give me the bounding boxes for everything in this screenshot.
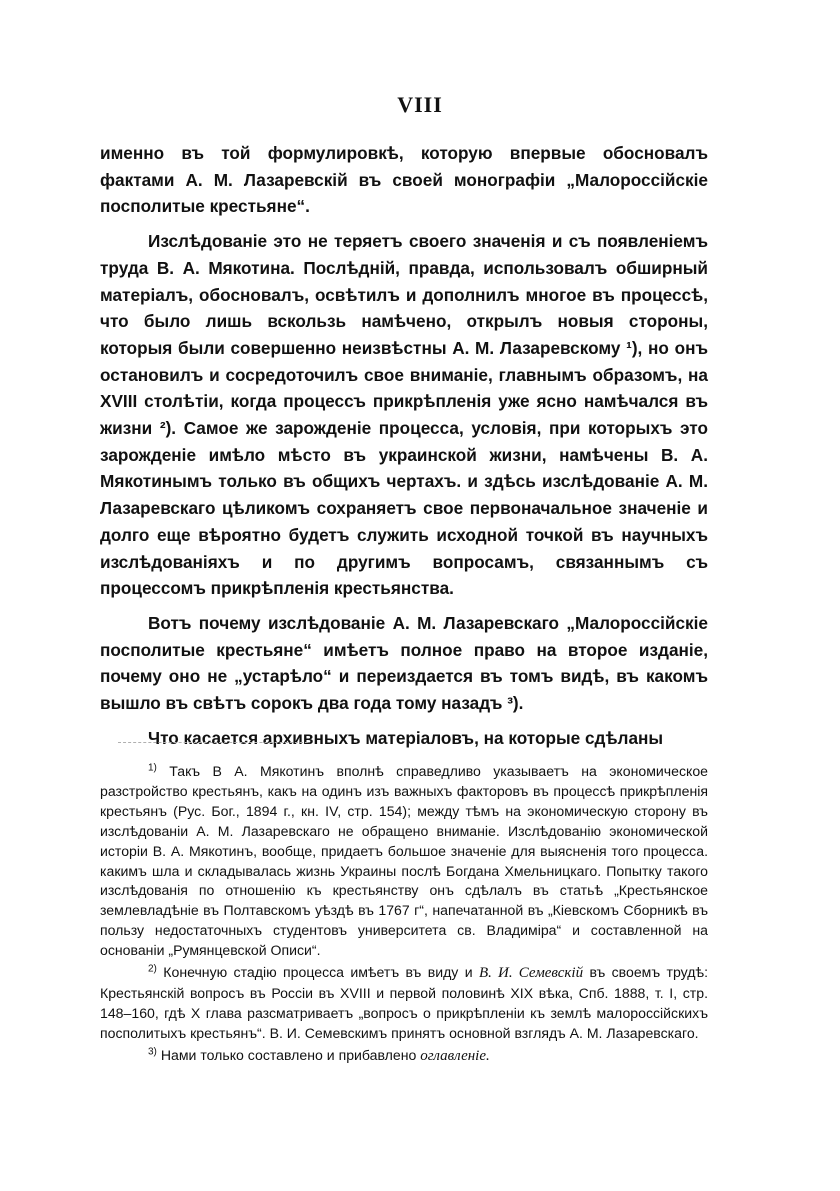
footnote-1 [100, 762, 708, 961]
page-number: VIII [397, 92, 443, 117]
paragraph-continued: именно въ той формулировкѣ, которую впервые обосновалъ фактами А. М. Лазаревскій въ своей монографіи „Малороссійскіе посполитые крестьяне“. [100, 143, 708, 217]
footnotes [100, 762, 708, 1067]
footnote-text: Нами только составлено и прибавлено [160, 1046, 417, 1063]
footnote-text: Такъ В А. Мякотинъ вполнѣ справедливо указываетъ на экономическое разстройство крестьянъ, какъ на одинъ изъ важныхъ факторовъ въ процессѣ прикрѣпленія крестьянъ (Рус. Бог., 1894 г., кн. IV, стр. 154); между тѣмъ на экономическую сторону въ изслѣдованіи А. М. Лазаревскаго не обращено вниманіе. Изслѣдованію экономической исторіи В. А. Мякотинъ, вообще, придаетъ большое значеніе для выясненія того процесса. какимъ шла и складывалась жизнь Украины послѣ Богдана Хмельницкаго. Попытку такого изслѣдованія по отношенію къ крестьянству онъ сдѣлалъ въ статьѣ „Крестьянское землевладѣніе въ Полтавскомъ уѣздѣ въ 1767 г“, напечатанной въ „Кіевскомъ Сборникѣ въ пользу недостаточныхъ студентовъ университета св. Владиміра“ и составленной на основаніи „Румянцевской Описи“. [100, 763, 708, 959]
paragraph: Вотъ почему изслѣдованіе А. М. Лазаревскаго „Малороссійскіе посполитые крестьяне“ имѣетъ полное право на второе изданіе, почему оно не „устарѣло“ и переиздается въ томъ видѣ, въ какомъ вышло въ свѣтъ сорокъ два года тому назадъ ³). [100, 612, 708, 714]
footnote-italic-author: В. И. Семевскій [478, 965, 584, 982]
footnote-separator [118, 742, 308, 743]
main-text [100, 140, 708, 751]
footnote-text: въ своемъ трудѣ: Крестьянскій вопросъ въ Россіи въ XVIII и первой половинѣ XIX вѣка, Спб. 1888, т. I, стр. 148–160, гдѣ X глава разсматриваетъ „вопросъ о прикрѣпленіи къ землѣ малороссійскихъ посполитыхъ крестьянъ“. В. И. Семевскимъ принятъ основной взглядъ А. М. Лазаревскаго. [100, 964, 709, 1041]
footnote-2 [100, 963, 708, 1044]
footnote-mark: 1) [148, 762, 157, 774]
footnote-3 [100, 1046, 708, 1067]
paragraph: Что касается архивныхъ матеріаловъ, на которые сдѣланы [148, 727, 664, 748]
paragraph: Изслѣдованіе это не теряетъ своего значенія и съ появленіемъ труда В. А. Мякотина. Послѣдній, правда, использовалъ обширный матеріалъ, обосновалъ, освѣтилъ и дополнилъ многое въ процессѣ, что было лишь вскользь намѣчено, открылъ новыя стороны, которыя были совершенно неизвѣстны А. М. Лазаревскому ¹), но онъ остановилъ и сосредоточилъ свое вниманіе, главнымъ образомъ, на XVIII столѣтіи, когда процессъ прикрѣпленія уже ясно намѣчался въ жизни ²). Самое же зарожденіе процесса, условія, при которыхъ это зарожденіе имѣло мѣсто въ украинской жизни, намѣчены В. А. Мякотинымъ только въ общихъ чертахъ. и здѣсь изслѣдованіе А. М. Лазаревскаго цѣликомъ сохраняетъ свое первоначальное значеніе и долго еще вѣроятно будетъ служить исходной точкой въ научныхъ изслѣдованіяхъ и по другимъ вопросамъ, связаннымъ съ процессомъ прикрѣпленія крестьянства. [100, 231, 708, 599]
footnote-mark: 2) [148, 963, 157, 975]
footnote-text: Конечную стадію процесса имѣетъ въ виду и [163, 964, 473, 981]
footnote-italic-term: оглавленіе. [420, 1047, 490, 1064]
footnote-mark: 3) [148, 1046, 157, 1057]
